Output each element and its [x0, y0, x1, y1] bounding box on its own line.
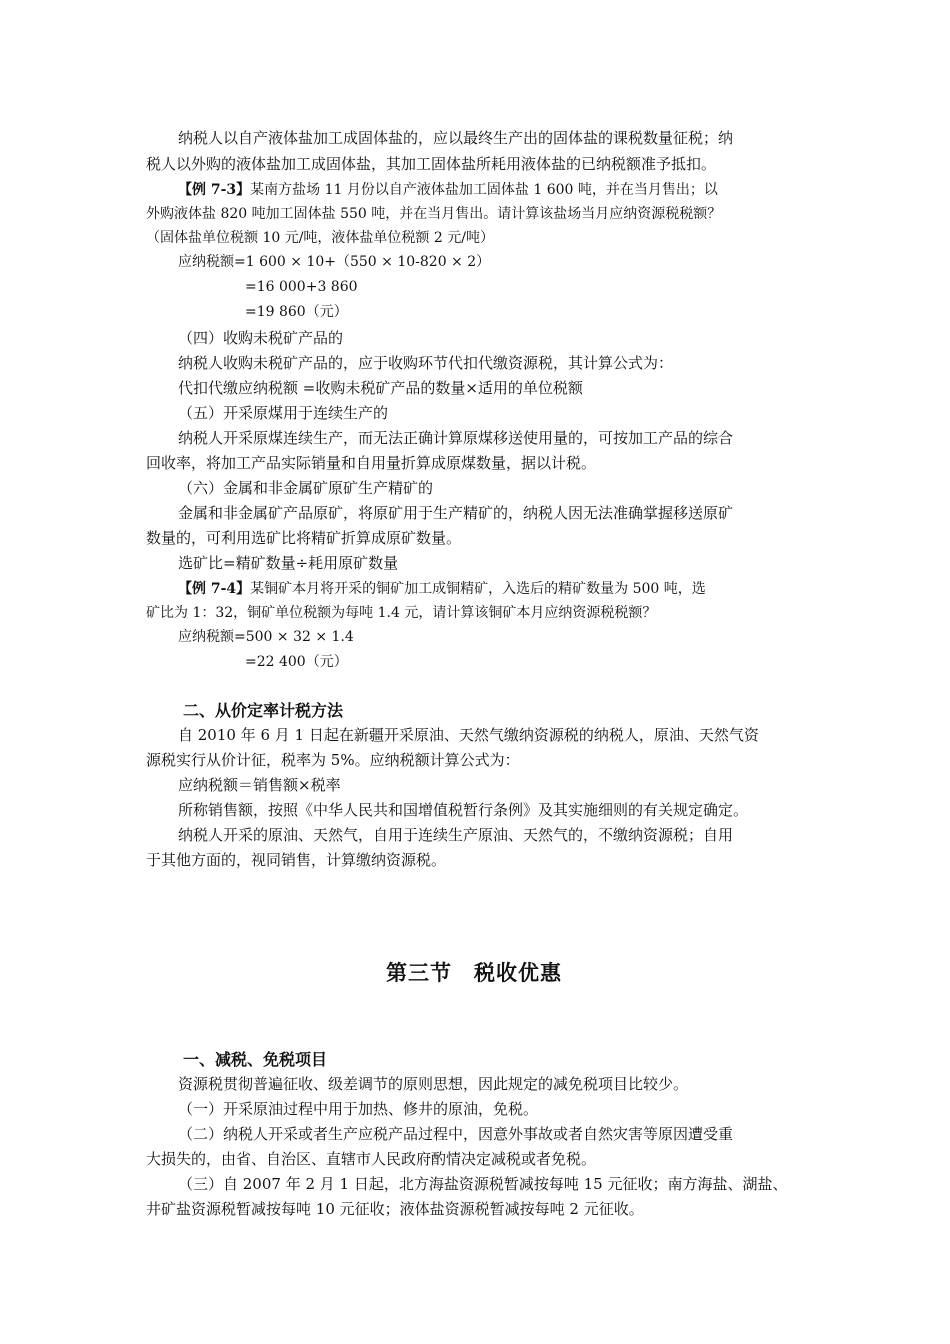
example-7-4-line	[178, 578, 706, 600]
paragraph-line: （二）纳税人开采或者生产应税产品过程中，因意外事故或者自然灾害等原因遭受重	[178, 1125, 734, 1143]
example-label: 【例 7-4】	[178, 581, 251, 597]
example-7-3-line: （固体盐单位税额 10 元/吨，液体盐单位税额 2 元/吨）	[146, 230, 494, 246]
calculation-line: =22 400（元）	[245, 654, 348, 670]
paragraph-line: 数量的，可利用选矿比将精矿折算成原矿数量。	[146, 529, 462, 547]
paragraph-line: 回收率，将加工产品实际销量和自用量折算成原煤数量，据以计税。	[146, 454, 597, 472]
paragraph-line: 井矿盐资源税暂减按每吨 10 元征收；液体盐资源税暂减按每吨 2 元征收。	[146, 1200, 644, 1218]
calculation-line: =16 000+3 860	[245, 279, 358, 295]
paragraph-line: 自 2010 年 6 月 1 日起在新疆开采原油、天然气缴纳资源税的纳税人，原油、天然气资	[178, 726, 759, 744]
section-heading: 二、从价定率计税方法	[183, 701, 344, 720]
paragraph-line: 税人以外购的液体盐加工成固体盐，其加工固体盐所耗用液体盐的已纳税额准予抵扣。	[146, 155, 717, 173]
example-7-3-line: 外购液体盐 820 吨加工固体盐 550 吨，并在当月售出。请计算该盐场当月应纳资源税税额？	[146, 206, 722, 222]
subsection-title: （六）金属和非金属矿原矿生产精矿的	[178, 479, 434, 497]
paragraph-line: 所称销售额，按照《中华人民共和国增值税暂行条例》及其实施细则的有关规定确定。	[178, 801, 749, 819]
paragraph-line: 纳税人以自产液体盐加工成固体盐的，应以最终生产出的固体盐的课税数量征税；纳	[178, 129, 734, 147]
paragraph-line: 金属和非金属矿产品原矿，将原矿用于生产精矿的，纳税人因无法准确掌握移送原矿	[178, 504, 734, 522]
example-text: 某铜矿本月将开采的铜矿加工成铜精矿，入选后的精矿数量为 500 吨，选	[250, 581, 706, 597]
paragraph-line: （一）开采原油过程中用于加热、修井的原油，免税。	[178, 1100, 539, 1118]
calculation-line: 应纳税额=500 × 32 × 1.4	[178, 629, 354, 645]
formula-line: 应纳税额＝销售额×税率	[178, 776, 341, 794]
chapter-title: 第三节 税收优惠	[386, 960, 562, 985]
calculation-line: 应纳税额=1 600 × 10+（550 × 10-820 × 2）	[178, 254, 491, 270]
section-heading: 一、减税、免税项目	[183, 1050, 328, 1069]
paragraph-line: 纳税人开采原煤连续生产，而无法正确计算原煤移送使用量的，可按加工产品的综合	[178, 429, 734, 447]
example-7-4-line: 矿比为 1：32，铜矿单位税额为每吨 1.4 元，请计算该铜矿本月应纳资源税税额？	[146, 605, 657, 621]
formula-line: 代扣代缴应纳税额 =收购未税矿产品的数量×适用的单位税额	[178, 379, 583, 397]
example-7-3-line	[178, 179, 718, 201]
paragraph-line: （三）自 2007 年 2 月 1 日起，北方海盐资源税暂减按每吨 15 元征收；南方海盐、湖盐、	[178, 1175, 788, 1193]
subsection-title: （五）开采原煤用于连续生产的	[178, 404, 389, 422]
example-label: 【例 7-3】	[178, 182, 251, 198]
calculation-line: =19 860（元）	[245, 304, 348, 320]
paragraph-line: 纳税人收购未税矿产品的，应于收购环节代扣代缴资源税，其计算公式为：	[178, 354, 674, 372]
paragraph-line: 纳税人开采的原油、天然气，自用于连续生产原油、天然气的，不缴纳资源税；自用	[178, 826, 734, 844]
paragraph-line: 于其他方面的，视同销售，计算缴纳资源税。	[146, 851, 447, 869]
paragraph-line: 大损失的，由省、自治区、直辖市人民政府酌情决定减税或者免税。	[146, 1150, 597, 1168]
formula-line: 选矿比=精矿数量÷耗用原矿数量	[178, 554, 399, 572]
example-text: 某南方盐场 11 月份以自产液体盐加工固体盐 1 600 吨，并在当月售出；以	[250, 182, 718, 198]
paragraph-line: 资源税贯彻普遍征收、级差调节的原则思想，因此规定的减免税项目比较少。	[178, 1075, 689, 1093]
subsection-title: （四）收购未税矿产品的	[178, 329, 344, 347]
paragraph-line: 源税实行从价计征，税率为 5%。应纳税额计算公式为：	[146, 751, 520, 769]
